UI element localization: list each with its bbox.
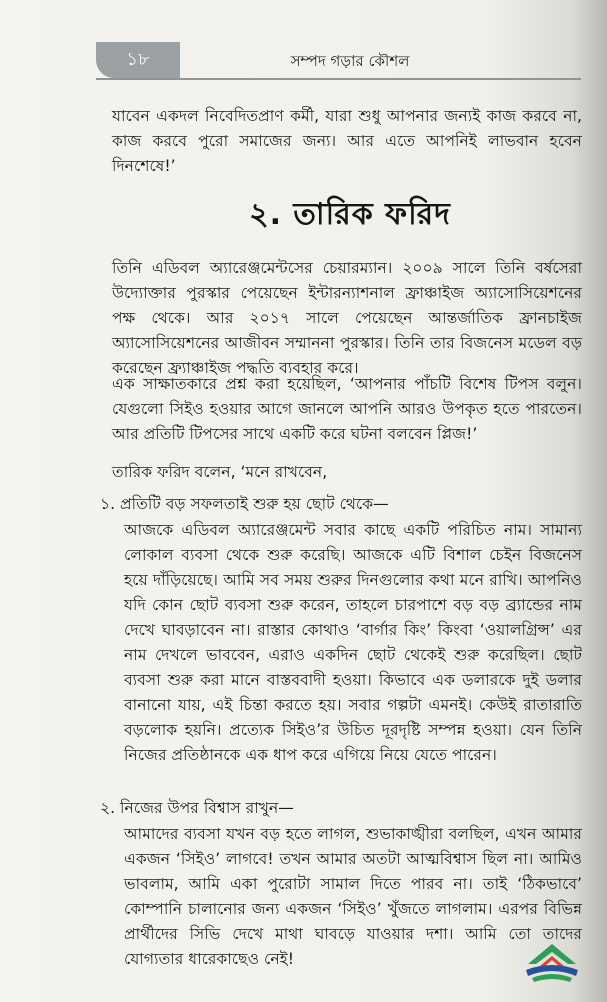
paragraph-3: তারিক ফরিদ বলেন, ‘মনে রাখবেন,	[112, 463, 328, 481]
intro-paragraph: যাবেন একদল নিবেদিতপ্রাণ কর্মী, যারা শুধু আপনার জন্যই কাজ করবে না, কাজ করবে পুরো সমাজের জন্য। আর এতে আপনিই লাভবান হবেন দিনশেষে!’	[112, 107, 582, 175]
tip-2-body: আমাদের ব্যবসা যখন বড় হতে লাগল, শুভাকাঙ্খীরা বলছিল, এখন আমার একজন ‘সিইও’ লাগবে! তখন আমার অতটা আত্মবিশ্বাস ছিল না। আমিও ভাবলাম, আমি একা পুরোটা সামাল দিতে পারব না। তাই ‘ঠিকভাবে’ কোম্পানি চালানোর জন্য একজন ‘সিইও’ খুঁজতে লাগলাম। এরপর বিভিন্ন প্রার্থীদের সিভি দেখে মাথা ঘাবড়ে যাওয়ার দশা। আমি তো তাদের যোগ্যতার ধারেকাছেও নেই!	[124, 825, 582, 968]
running-title: সম্পদ গড়ার কৌশল	[290, 52, 410, 70]
page-header	[0, 0, 607, 84]
tip-1-label: ১. প্রতিটি বড় সফলতাই শুরু হয় ছোট থেকে—	[100, 495, 389, 513]
publisher-logo-icon	[520, 930, 584, 990]
chapter-title: ২. তারিক ফরিদ	[249, 197, 451, 232]
header-rule	[96, 78, 581, 80]
paragraph-2: এক সাক্ষাতকারে প্রশ্ন করা হয়েছিল, ‘আপনার পাঁচটি বিশেষ টিপস বলুন। যেগুলো সিইও হওয়ার আগে জানলে আপনি আরও উপকৃত হতে পারতেন। আর প্রতিটি টিপসের সাথে একটি করে ঘটনা বলবেন প্লিজ!’	[112, 375, 582, 443]
tip-1-body: আজকে এডিবল অ্যারেঞ্জমেন্ট সবার কাছে একটি পরিচিত নাম। সামান্য লোকাল ব্যবসা থেকে শুরু করেছি। আজকে এটি বিশাল চেইন বিজনেস হয়ে দাঁড়িয়েছে। আমি সব সময় শুরুর দিনগুলোর কথা মনে রাখি। আপনিও যদি কোন ছোট ব্যবসা শুরু করেন, তাহলে চারপাশে বড় বড় ব্র্যান্ডের নাম দেখে ঘাবড়াবেন না। রাস্তার কোথাও ‘বার্গার কিং’ কিংবা ‘ওয়ালগ্রিন্স’ এর নাম দেখলে ভাববেন, এরাও একদিন ছোট থেকেই শুরু করেছিল। ছোট ব্যবসা শুরু করা মানে বাস্তববাদী হওয়া। কিভাবে এক ডলারকে দুই ডলার বানানো যায়, এই চিন্তা করতে হয়। সবার গল্পটা এমনই। কেউই রাতারাতি বড়লোক হয়নি। প্রত্যেক সিইও’র উচিত দূরদৃষ্টি সম্পন্ন হওয়া। যেন তিনি নিজের প্রতিষ্ঠানকে এক ধাপ করে এগিয়ে নিয়ে যেতে পারেন।	[124, 521, 582, 764]
paragraph-1: তিনি এডিবল অ্যারেঞ্জমেন্টসের চেয়ারম্যান। ২০০৯ সালে তিনি বর্ষসেরা উদ্যোক্তার পুরস্কার পেয়েছেন ইন্টারন্যাশনাল ফ্রাঞ্চাইজ অ্যাসোসিয়েশনের পক্ষ থেকে। আর ২০১৭ সালে পেয়েছেন আন্তর্জাতিক ফ্রানচাইজ অ্যাসোসিয়েশনের আজীবন সম্মাননা পুরস্কার। তিনি তার বিজনেস মডেল বড় করেছেন ফ্র্যাঞ্চাইজ পদ্ধতি ব্যবহার করে।	[112, 259, 582, 377]
page-number: ১৮	[96, 42, 180, 78]
tip-2-label: ২. নিজের উপর বিশ্বাস রাখুন—	[100, 799, 294, 817]
